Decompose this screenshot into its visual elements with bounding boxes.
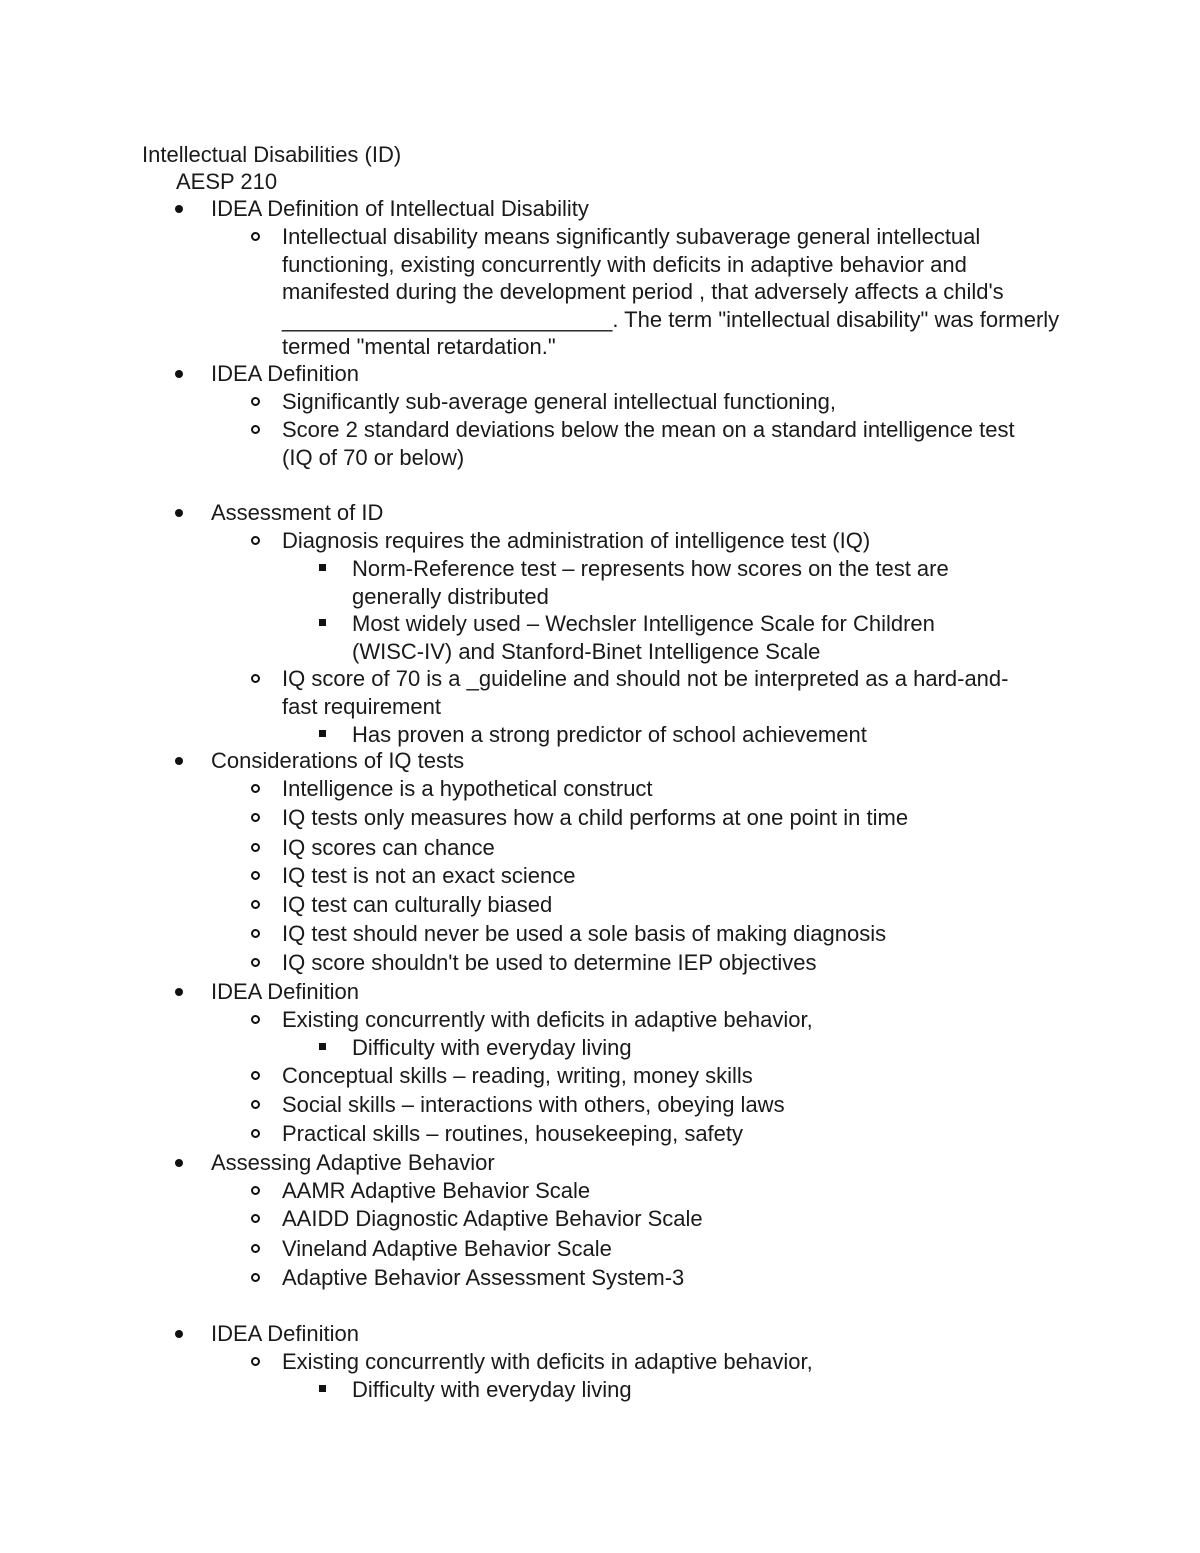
bullet-circle-icon: [251, 425, 260, 434]
list-item: IQ test should never be used a sole basis of making diagnosis: [282, 920, 886, 948]
bullet-disc-icon: [175, 1330, 183, 1338]
list-item: Diagnosis requires the administration of intelligence test (IQ): [282, 527, 870, 555]
bullet-circle-icon: [251, 958, 260, 967]
bullet-circle-icon: [251, 1015, 260, 1024]
section-heading: IDEA Definition: [211, 360, 359, 388]
list-item: IQ score of 70 is a _guideline and should not be interpreted as a hard-and-fast requirement: [282, 665, 1022, 720]
list-item: Intelligence is a hypothetical construct: [282, 775, 653, 803]
bullet-square-icon: [319, 619, 326, 626]
list-item: Existing concurrently with deficits in adaptive behavior,: [282, 1006, 813, 1034]
section-heading: IDEA Definition: [211, 978, 359, 1006]
bullet-circle-icon: [251, 1357, 260, 1366]
section-heading: Considerations of IQ tests: [211, 747, 464, 775]
section-heading: IDEA Definition of Intellectual Disability: [211, 195, 589, 223]
list-item: Score 2 standard deviations below the mean on a standard intelligence test (IQ of 70 or below): [282, 416, 1042, 471]
bullet-square-icon: [319, 730, 326, 737]
course-code: AESP 210: [176, 169, 278, 194]
list-item: IQ scores can chance: [282, 834, 495, 862]
section-heading: Assessing Adaptive Behavior: [211, 1149, 495, 1177]
bullet-circle-icon: [251, 232, 260, 241]
list-item: Practical skills – routines, housekeeping, safety: [282, 1120, 743, 1148]
list-item: Has proven a strong predictor of school achievement: [352, 721, 867, 749]
list-item: Existing concurrently with deficits in adaptive behavior,: [282, 1348, 813, 1376]
section-heading: IDEA Definition: [211, 1320, 359, 1348]
document-title: Intellectual Disabilities (ID): [142, 142, 402, 167]
bullet-disc-icon: [175, 370, 183, 378]
bullet-circle-icon: [251, 784, 260, 793]
list-item: Most widely used – Wechsler Intelligence Scale for Children (WISC-IV) and Stanford-Binet Intelligence Scale: [352, 610, 1012, 665]
list-item: IQ score shouldn't be used to determine IEP objectives: [282, 949, 817, 977]
list-item: Social skills – interactions with others, obeying laws: [282, 1091, 785, 1119]
bullet-circle-icon: [251, 397, 260, 406]
bullet-circle-icon: [251, 871, 260, 880]
bullet-circle-icon: [251, 1071, 260, 1080]
bullet-circle-icon: [251, 536, 260, 545]
list-item: Intellectual disability means significantly subaverage general intellectual functioning, existing concurrently with deficits in adaptive behavior and manifested during the development period , that adversely affects a child's ___________________________. The term "intellectual disability" was formerly termed "mental retardation.": [282, 223, 1072, 361]
list-item: IQ tests only measures how a child performs at one point in time: [282, 804, 908, 832]
bullet-square-icon: [319, 1385, 326, 1392]
bullet-circle-icon: [251, 1100, 260, 1109]
bullet-disc-icon: [175, 1159, 183, 1167]
bullet-circle-icon: [251, 929, 260, 938]
bullet-square-icon: [319, 564, 326, 571]
bullet-circle-icon: [251, 1129, 260, 1138]
list-item: Difficulty with everyday living: [352, 1034, 632, 1062]
list-item: Adaptive Behavior Assessment System-3: [282, 1264, 684, 1292]
bullet-circle-icon: [251, 1244, 260, 1253]
bullet-disc-icon: [175, 205, 183, 213]
bullet-disc-icon: [175, 757, 183, 765]
bullet-circle-icon: [251, 900, 260, 909]
bullet-circle-icon: [251, 1273, 260, 1282]
bullet-disc-icon: [175, 509, 183, 517]
list-item: Significantly sub-average general intellectual functioning,: [282, 388, 836, 416]
list-item: Norm-Reference test – represents how scores on the test are generally distributed: [352, 555, 1012, 610]
bullet-circle-icon: [251, 813, 260, 822]
section-heading: Assessment of ID: [211, 499, 383, 527]
list-item: IQ test is not an exact science: [282, 862, 575, 890]
list-item: AAIDD Diagnostic Adaptive Behavior Scale: [282, 1205, 703, 1233]
bullet-circle-icon: [251, 674, 260, 683]
list-item: IQ test can culturally biased: [282, 891, 552, 919]
list-item: Conceptual skills – reading, writing, money skills: [282, 1062, 753, 1090]
list-item: Difficulty with everyday living: [352, 1376, 632, 1404]
bullet-circle-icon: [251, 1186, 260, 1195]
bullet-circle-icon: [251, 843, 260, 852]
bullet-square-icon: [319, 1043, 326, 1050]
list-item: AAMR Adaptive Behavior Scale: [282, 1177, 590, 1205]
list-item: Vineland Adaptive Behavior Scale: [282, 1235, 612, 1263]
bullet-disc-icon: [175, 988, 183, 996]
bullet-circle-icon: [251, 1214, 260, 1223]
